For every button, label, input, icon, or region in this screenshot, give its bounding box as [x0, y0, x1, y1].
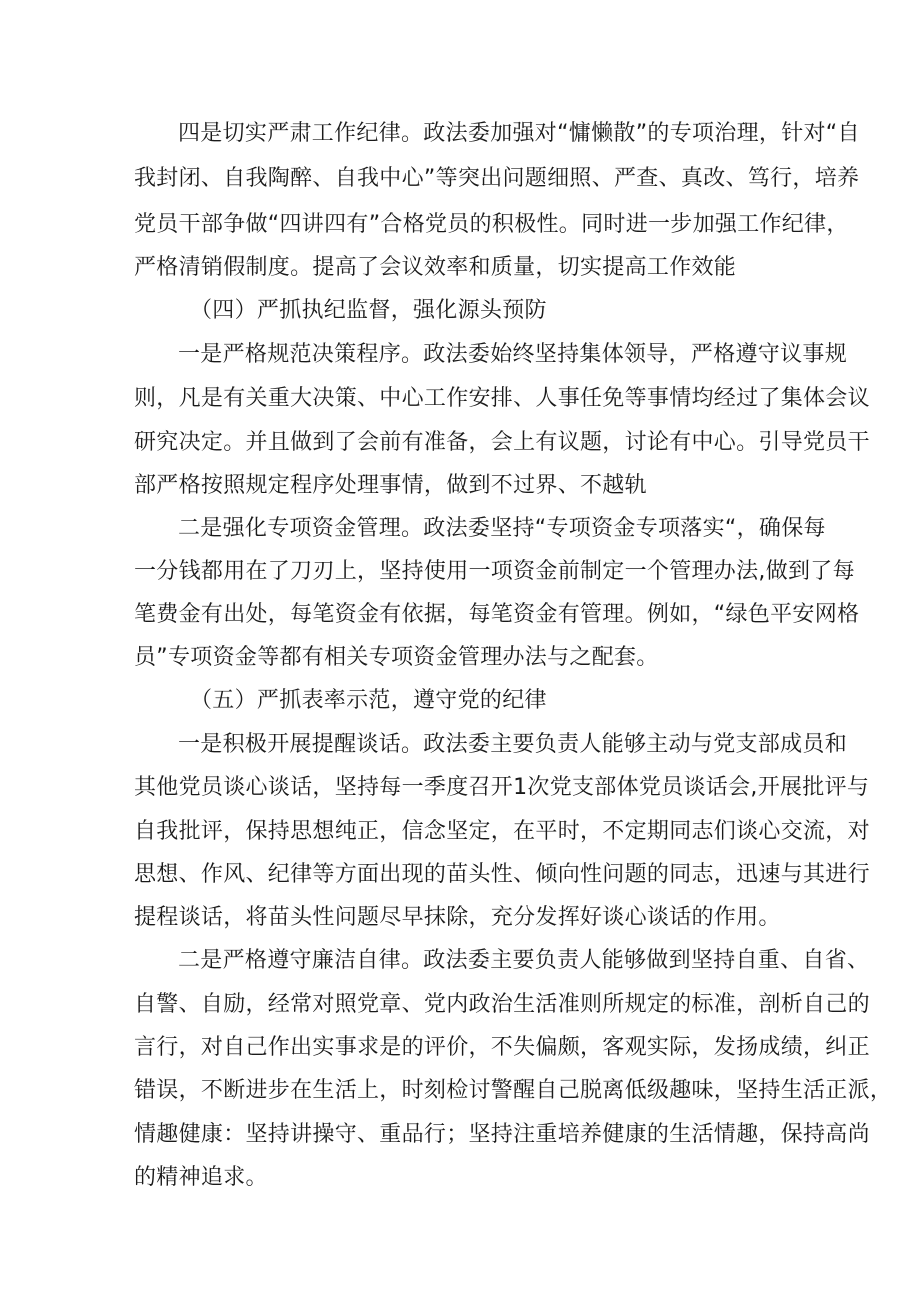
paragraph-line: 四是切实严肃工作纪律。政法委加强对“慵懒散”的专项治理，针对“自	[178, 121, 860, 146]
paragraph-line: 研究决定。并且做到了会前有准备，会上有议题，讨论有中心。引导党员干	[134, 430, 870, 455]
section-heading: （五）严抓表率示范，遵守党的纪律	[190, 688, 547, 713]
paragraph-line: 的精神追求。	[134, 1165, 268, 1190]
paragraph-line: 笔费金有出处，每笔资金有依据，每笔资金有管理。例如，“绿色平安网格	[134, 602, 860, 627]
paragraph-line: 一是积极开展提醒谈话。政法委主要负责人能够主动与党支部成员和	[178, 732, 848, 757]
paragraph-line: 二是严格遵守廉洁自律。政法委主要负责人能够做到坚持自重、自省、	[178, 948, 870, 973]
paragraph-line: 一分钱都用在了刀刃上，坚持使用一项资金前制定一个管理办法,做到了每	[134, 559, 855, 584]
paragraph-line: 提程谈话，将苗头性问题尽早抹除，充分发挥好谈心谈话的作用。	[134, 905, 781, 930]
section-heading: （四）严抓执纪监督，强化源头预防	[190, 298, 547, 323]
paragraph-line: 言行，对自己作出实事求是的评价，不失偏颇，客观实际，发扬成绩，纠正	[134, 1035, 870, 1060]
paragraph-line: 党员干部争做“四讲四有”合格党员的积极性。同时进一步加强工作纪律，	[134, 212, 849, 237]
paragraph-line: 员”专项资金等都有相关专项资金管理办法与之配套。	[134, 645, 659, 670]
paragraph-line: 情趣健康：坚持讲操守、重品行；坚持注重培养健康的生活情趣，保持高尚	[134, 1122, 870, 1147]
paragraph-line: 部严格按照规定程序处理事情，做到不过界、不越轨	[134, 473, 647, 498]
paragraph-line: 一是严格规范决策程序。政法委始终坚持集体领导，严格遵守议事规	[178, 342, 848, 367]
paragraph-line: 我封闭、自我陶醉、自我中心”等突出问题细照、严查、真改、笃行，培养	[134, 166, 860, 191]
paragraph-line: 则，凡是有关重大决策、中心工作安排、人事任免等事情均经过了集体会议	[134, 386, 870, 411]
paragraph-line: 思想、作风、纪律等方面出现的苗头性、倾向性问题的同志，迅速与其进行	[134, 862, 870, 887]
paragraph-line: 自警、自励，经常对照党章、党内政治生活准则所规定的标准，剖析自己的	[134, 992, 870, 1017]
paragraph-line: 错误，不断进步在生活上，时刻检讨警醒自己脱离低级趣味，坚持生活正派，	[134, 1078, 893, 1103]
paragraph-line: 自我批评，保持思想纯正，信念坚定，在平时，不定期同志们谈心交流，对	[134, 819, 870, 844]
paragraph-line: 严格清销假制度。提高了会议效率和质量，切实提高工作效能	[134, 255, 737, 280]
paragraph-line: 其他党员谈心谈话，坚持每一季度召开1次党支部体党员谈话会,开展批评与	[134, 775, 870, 800]
paragraph-line: 二是强化专项资金管理。政法委坚持“专项资金专项落实“，确保每	[178, 516, 826, 541]
